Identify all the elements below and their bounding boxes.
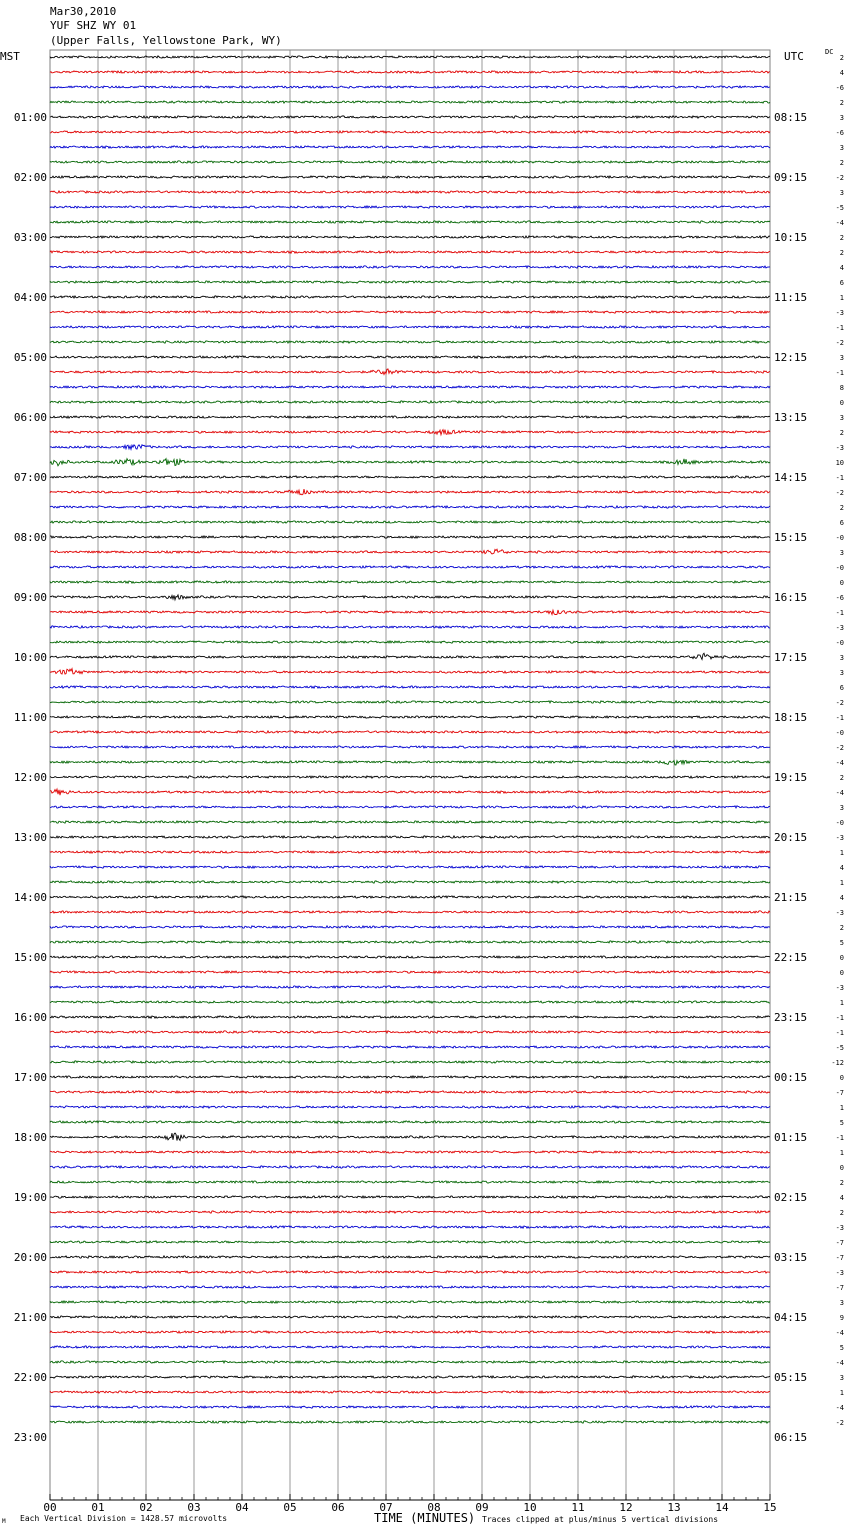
dc-offset-value: -6 [835, 129, 844, 137]
mst-hour-label: 03:00 [13, 231, 47, 244]
utc-hour-label: 05:15 [774, 1371, 808, 1384]
dc-offset-value: -3 [835, 1269, 844, 1277]
x-tick-label: 06 [331, 1501, 345, 1514]
dc-offset-value: -5 [835, 1044, 844, 1052]
trace-row [50, 566, 770, 568]
trace-row [50, 71, 770, 73]
mst-hour-label: 12:00 [13, 771, 47, 784]
dc-offset-value: 0 [839, 399, 844, 407]
dc-offset-value: -3 [835, 834, 844, 842]
trace-row [50, 221, 770, 223]
mst-hour-label: 10:00 [13, 651, 47, 664]
trace-row [50, 116, 770, 118]
dc-offset-value: -3 [835, 444, 844, 452]
trace-row [50, 986, 770, 988]
dc-offset-value: -4 [835, 1329, 844, 1337]
trace-row [50, 521, 770, 523]
mst-hour-label: 02:00 [13, 171, 47, 184]
dc-offset-value: -1 [835, 1014, 844, 1022]
x-tick-label: 14 [715, 1501, 729, 1514]
dc-offset-value: 2 [839, 99, 844, 107]
trace-row [50, 595, 770, 600]
dc-offset-value: -1 [835, 369, 844, 377]
dc-offset-value: 8 [839, 384, 844, 392]
dc-offset-value: -2 [835, 1419, 844, 1427]
trace-row [50, 1046, 770, 1048]
trace-row [50, 251, 770, 253]
dc-offset-value: 4 [839, 264, 844, 272]
dc-offset-value: -2 [835, 699, 844, 707]
trace-row [50, 701, 770, 703]
trace-row [50, 806, 770, 808]
dc-offset-labels [831, 54, 844, 1427]
dc-offset-value: 2 [839, 1179, 844, 1187]
trace-row [50, 1211, 770, 1213]
mst-hour-label: 19:00 [13, 1191, 47, 1204]
utc-hour-label: 15:15 [774, 531, 808, 544]
trace-row [50, 1361, 770, 1363]
trace-row [50, 369, 770, 374]
x-tick-label: 10 [523, 1501, 537, 1514]
dc-offset-value: 5 [839, 1344, 844, 1352]
utc-hour-label: 19:15 [774, 771, 808, 784]
mst-hour-label: 11:00 [13, 711, 47, 724]
dc-offset-value: 2 [839, 54, 844, 62]
dc-offset-value: 1 [839, 849, 844, 857]
left-timezone-label: MST [0, 50, 20, 63]
utc-hour-label: 20:15 [774, 831, 808, 844]
dc-offset-value: 4 [839, 69, 844, 77]
dc-offset-value: 2 [839, 159, 844, 167]
x-tick-label: 03 [187, 1501, 201, 1514]
trace-row [50, 1016, 770, 1018]
x-tick-label: 01 [91, 1501, 105, 1514]
dc-offset-value: -1 [835, 324, 844, 332]
dc-offset-header: DC [825, 48, 834, 56]
dc-offset-value: 0 [839, 1074, 844, 1082]
mst-hour-label: 04:00 [13, 291, 47, 304]
trace-row [50, 506, 770, 508]
mst-hour-label: 22:00 [13, 1371, 47, 1384]
dc-offset-value: -1 [835, 1029, 844, 1037]
trace-row [50, 536, 770, 538]
x-tick-label: 13 [667, 1501, 681, 1514]
trace-row [50, 191, 770, 193]
dc-offset-value: -7 [835, 1239, 844, 1247]
trace-row [50, 941, 770, 943]
trace-row [50, 789, 770, 795]
mst-hour-label: 14:00 [13, 891, 47, 904]
trace-row [50, 731, 770, 733]
dc-offset-value: 5 [839, 1119, 844, 1127]
trace-row [50, 489, 770, 495]
trace-row [50, 401, 770, 403]
dc-offset-value: 0 [839, 969, 844, 977]
x-tick-label: 12 [619, 1501, 633, 1514]
trace-row [50, 386, 770, 388]
x-tick-label: 02 [139, 1501, 153, 1514]
trace-row [50, 430, 770, 435]
dc-offset-value: -1 [835, 1134, 844, 1142]
trace-row [50, 686, 770, 688]
dc-offset-value: -4 [835, 219, 844, 227]
dc-offset-value: 6 [839, 519, 844, 527]
dc-offset-value: 0 [839, 579, 844, 587]
trace-row [50, 56, 770, 58]
trace-row [50, 836, 770, 838]
dc-offset-value: 3 [839, 1299, 844, 1307]
utc-hour-label: 17:15 [774, 651, 808, 664]
x-tick-label: 00 [43, 1501, 57, 1514]
x-axis-title: TIME (MINUTES) [374, 1511, 476, 1525]
utc-hour-label: 16:15 [774, 591, 808, 604]
trace-row [50, 851, 770, 853]
trace-row [50, 881, 770, 883]
mst-hour-label: 09:00 [13, 591, 47, 604]
dc-offset-value: 0 [839, 1164, 844, 1172]
x-tick-label: 04 [235, 1501, 249, 1514]
trace-row [50, 1226, 770, 1228]
x-tick-label: 08 [427, 1501, 441, 1514]
trace-row [50, 1391, 770, 1393]
dc-offset-value: -0 [835, 639, 844, 647]
trace-row [50, 459, 770, 466]
trace-row [50, 669, 770, 674]
scale-note: Each Vertical Division = 1428.57 microvolts [20, 1514, 228, 1523]
trace-row [50, 326, 770, 328]
dc-offset-value: 4 [839, 894, 844, 902]
trace-row [50, 1091, 770, 1093]
dc-offset-value: -0 [835, 534, 844, 542]
dc-offset-value: -4 [835, 759, 844, 767]
mst-hour-label: 05:00 [13, 351, 47, 364]
right-timezone-label: UTC [784, 50, 804, 63]
dc-offset-value: 1 [839, 1149, 844, 1157]
dc-offset-value: 1 [839, 294, 844, 302]
mst-hour-label: 13:00 [13, 831, 47, 844]
header-station: YUF SHZ WY 01 [50, 19, 137, 32]
dc-offset-value: 1 [839, 999, 844, 1007]
dc-offset-value: 3 [839, 669, 844, 677]
trace-row [50, 896, 770, 898]
utc-hour-label: 14:15 [774, 471, 808, 484]
dc-offset-value: -0 [835, 729, 844, 737]
dc-offset-value: -5 [835, 204, 844, 212]
trace-row [50, 776, 770, 778]
trace-row [50, 131, 770, 133]
mst-hour-label: 21:00 [13, 1311, 47, 1324]
dc-offset-value: 10 [835, 459, 844, 467]
trace-row [50, 866, 770, 868]
trace-row [50, 641, 770, 643]
dc-offset-value: 2 [839, 1209, 844, 1217]
dc-offset-value: -6 [835, 84, 844, 92]
trace-row [50, 1256, 770, 1258]
trace-row [50, 1151, 770, 1153]
trace-row [50, 1076, 770, 1078]
minute-gridlines [98, 50, 722, 1500]
dc-offset-value: -3 [835, 1224, 844, 1232]
dc-offset-value: -6 [835, 594, 844, 602]
dc-offset-value: 1 [839, 1389, 844, 1397]
dc-offset-value: -3 [835, 309, 844, 317]
dc-offset-value: 0 [839, 954, 844, 962]
trace-row [50, 1196, 770, 1198]
trace-row [50, 206, 770, 208]
utc-hour-label: 02:15 [774, 1191, 808, 1204]
dc-offset-value: -7 [835, 1089, 844, 1097]
dc-offset-value: -1 [835, 714, 844, 722]
dc-offset-value: 3 [839, 189, 844, 197]
dc-offset-value: -2 [835, 174, 844, 182]
trace-row [50, 146, 770, 148]
utc-hour-label: 04:15 [774, 1311, 808, 1324]
trace-row [50, 1421, 770, 1423]
dc-offset-value: 3 [839, 414, 844, 422]
mst-hour-label: 01:00 [13, 111, 47, 124]
x-tick-label: 15 [763, 1501, 777, 1514]
header-date: Mar30,2010 [50, 5, 117, 18]
trace-row [50, 1001, 770, 1003]
dc-offset-value: -0 [835, 819, 844, 827]
trace-row [50, 1181, 770, 1183]
mst-hour-label: 17:00 [13, 1071, 47, 1084]
trace-row [50, 1121, 770, 1123]
dc-offset-value: -3 [835, 624, 844, 632]
trace-row [50, 653, 770, 659]
x-tick-label: 05 [283, 1501, 297, 1514]
x-tick-label: 07 [379, 1501, 393, 1514]
trace-row [50, 1301, 770, 1303]
dc-offset-value: -4 [835, 1359, 844, 1367]
trace-row [50, 86, 770, 88]
dc-offset-value: -3 [835, 984, 844, 992]
dc-offset-value: -4 [835, 1404, 844, 1412]
trace-row [50, 549, 770, 554]
trace-row [50, 445, 770, 450]
dc-offset-value: 3 [839, 114, 844, 122]
dc-offset-value: 4 [839, 864, 844, 872]
trace-group [50, 56, 770, 1423]
utc-hour-label: 09:15 [774, 171, 808, 184]
trace-row [50, 356, 770, 358]
clip-note: Traces clipped at plus/minus 5 vertical divisions [482, 1515, 719, 1524]
dc-offset-value: -1 [835, 609, 844, 617]
trace-row [50, 716, 770, 718]
trace-row [50, 176, 770, 178]
utc-hour-label: 01:15 [774, 1131, 808, 1144]
trace-row [50, 971, 770, 973]
utc-hour-label: 23:15 [774, 1011, 808, 1024]
trace-row [50, 821, 770, 823]
trace-row [50, 1331, 770, 1333]
x-tick-label: 11 [571, 1501, 585, 1514]
trace-row [50, 1061, 770, 1063]
trace-row [50, 1166, 770, 1168]
trace-row [50, 101, 770, 103]
trace-row [50, 1241, 770, 1243]
trace-row [50, 311, 770, 313]
dc-offset-value: -2 [835, 339, 844, 347]
trace-row [50, 1406, 770, 1408]
dc-offset-value: 9 [839, 1314, 844, 1322]
dc-offset-value: 6 [839, 279, 844, 287]
trace-row [50, 476, 770, 478]
trace-row [50, 1376, 770, 1378]
mst-hour-label: 15:00 [13, 951, 47, 964]
dc-offset-value: 3 [839, 144, 844, 152]
utc-hour-label: 11:15 [774, 291, 808, 304]
x-tick-label: 09 [475, 1501, 489, 1514]
mst-hour-label: 08:00 [13, 531, 47, 544]
trace-row [50, 626, 770, 628]
plot-frame [50, 50, 770, 1500]
trace-row [50, 760, 770, 765]
utc-hour-label: 13:15 [774, 411, 808, 424]
dc-offset-value: 2 [839, 504, 844, 512]
trace-row [50, 926, 770, 928]
utc-hour-label: 22:15 [774, 951, 808, 964]
dc-offset-value: -1 [835, 474, 844, 482]
utc-hour-label: 06:15 [774, 1431, 808, 1444]
trace-row [50, 1031, 770, 1033]
dc-offset-value: 2 [839, 234, 844, 242]
utc-hour-label: 00:15 [774, 1071, 808, 1084]
trace-row [50, 1286, 770, 1288]
dc-offset-value: 3 [839, 1374, 844, 1382]
dc-offset-value: -7 [835, 1254, 844, 1262]
trace-row [50, 1316, 770, 1318]
dc-offset-value: 2 [839, 774, 844, 782]
dc-offset-value: 3 [839, 354, 844, 362]
dc-offset-value: 3 [839, 549, 844, 557]
utc-hour-label: 03:15 [774, 1251, 808, 1264]
dc-offset-value: -0 [835, 564, 844, 572]
trace-row [50, 296, 770, 298]
trace-row [50, 236, 770, 238]
mst-hour-label: 07:00 [13, 471, 47, 484]
utc-hour-label: 12:15 [774, 351, 808, 364]
dc-offset-value: -12 [831, 1059, 844, 1067]
dc-offset-value: 4 [839, 1194, 844, 1202]
dc-offset-value: 5 [839, 939, 844, 947]
trace-row [50, 911, 770, 913]
dc-offset-value: 1 [839, 879, 844, 887]
trace-row [50, 1133, 770, 1141]
trace-row [50, 956, 770, 958]
dc-offset-value: -4 [835, 789, 844, 797]
trace-row [50, 341, 770, 343]
mst-hour-label: 06:00 [13, 411, 47, 424]
trace-row [50, 581, 770, 583]
trace-row [50, 1346, 770, 1348]
trace-row [50, 746, 770, 748]
trace-row [50, 266, 770, 268]
dc-offset-value: 2 [839, 429, 844, 437]
trace-row [50, 416, 770, 418]
trace-row [50, 610, 770, 615]
trace-row [50, 1106, 770, 1108]
mst-hour-label: 16:00 [13, 1011, 47, 1024]
utc-hour-label: 18:15 [774, 711, 808, 724]
dc-offset-value: 1 [839, 1104, 844, 1112]
dc-offset-value: 6 [839, 684, 844, 692]
utc-hour-label: 08:15 [774, 111, 808, 124]
dc-offset-value: 3 [839, 804, 844, 812]
trace-row [50, 281, 770, 283]
trace-row [50, 161, 770, 163]
corner-mark: M [2, 1518, 6, 1525]
header-location: (Upper Falls, Yellowstone Park, WY) [50, 34, 282, 47]
utc-hour-label: 21:15 [774, 891, 808, 904]
mst-hour-label: 20:00 [13, 1251, 47, 1264]
dc-offset-value: 3 [839, 654, 844, 662]
mst-hour-label: 18:00 [13, 1131, 47, 1144]
dc-offset-value: 2 [839, 924, 844, 932]
dc-offset-value: -2 [835, 489, 844, 497]
mst-hour-label: 23:00 [13, 1431, 47, 1444]
dc-offset-value: -2 [835, 744, 844, 752]
dc-offset-value: -7 [835, 1284, 844, 1292]
utc-hour-label: 10:15 [774, 231, 808, 244]
trace-row [50, 1271, 770, 1273]
dc-offset-value: 2 [839, 249, 844, 257]
dc-offset-value: -3 [835, 909, 844, 917]
